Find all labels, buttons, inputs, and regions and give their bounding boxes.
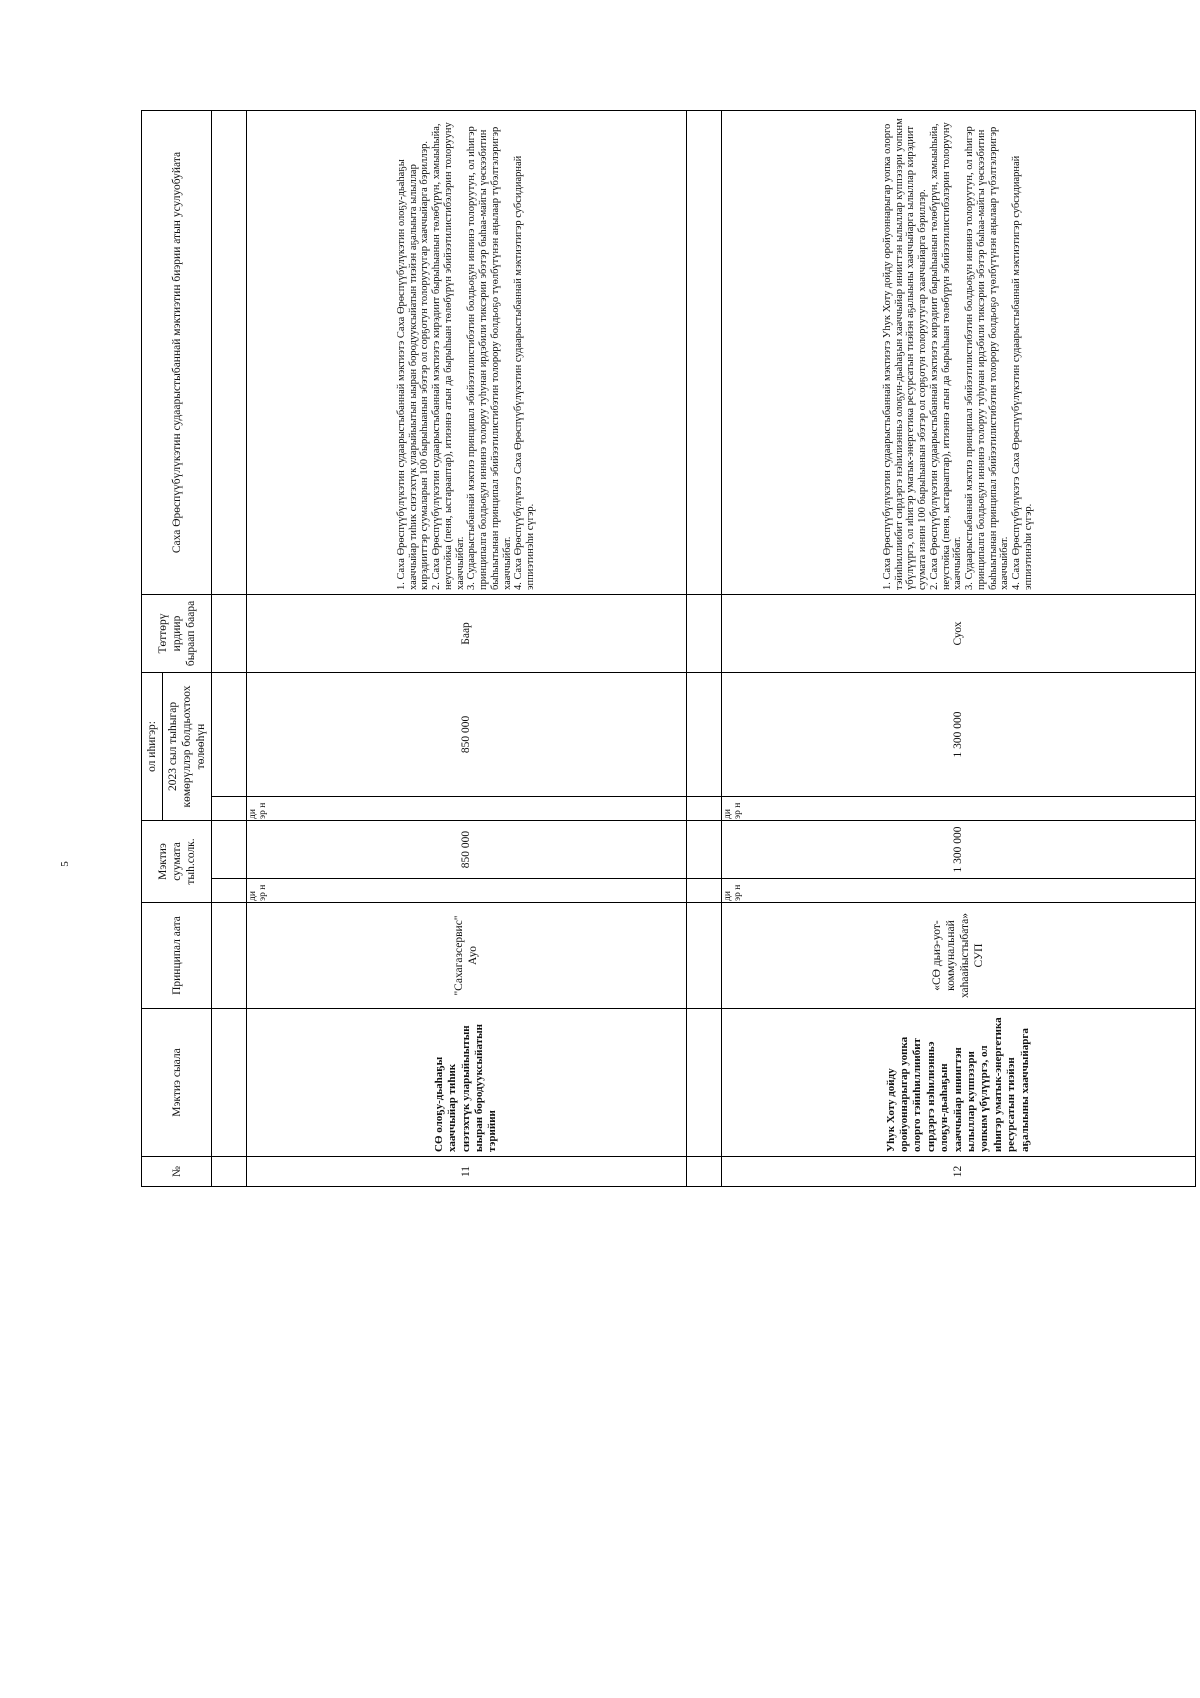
cost-unit-cell: ди эр н (247, 879, 687, 903)
rights-point: 3. Судаарыстыбаннай мэктиэ принципал эбийээтилистибэтин болдьоҕун иннинэ толоруутун, ол иһигэр принципалга болдьоҕун иннинэ толоруу туһунан ирдэбили тиксэрии эбэтэр быһаа-майгы үөскээбитин быһыытынан принципал эбийээтилистибэтин толорору болдьоҕо түөлбүтүнэн аңылаар түбэлтэлэригэр хааччыйбат. (964, 126, 1011, 590)
rights-cell (247, 110, 687, 594)
document-table-wrap (141, 111, 1196, 1187)
program-cell: СӨ олоҕу-дьаһаҕы хааччыйар тиһик сиэтэхтүк уларыйыытын ыыран бородууксыйатын тэрийии (247, 1009, 687, 1157)
rights-point: 2. Саха Өрөспүүбүлүкэтин судаарыстыбаннай мэктиэтэ кирэдиит бырыһыанын төлөбүрүн, хамыыһыйа, неустойка (пеня, ыстарааптар), итиэннэ атын да бырыһыан төлөбүрүн эбийээтилистибэлэрин толорууну хааччыйбат. (431, 122, 466, 590)
unit-2023-cell: ди эр н (721, 796, 1195, 820)
table-row (721, 110, 1195, 1186)
guarantees-table (141, 110, 1196, 1187)
rights-point: 1. Саха Өрөспүүбүлүкэтин судаарыстыбаннай мэктиэтэ Уһук Хоту дойду оройуоннарыгар уопка олорго тэйиһиллиибит сирдэргэ нэһилиэнньэ олоҕун-дьаһаҕын хааччыйар иниигтэн ылыллар куппэзэри уопкнм үбүлүүргэ, ол иһигэр уматык-энергетика ресурсатын тиэйэн аҕалыыны хааччыйарга ылыллар кирэдиит суумата изнин 100 бырыһыанын эбэтэр ол сорҕотун толоруутугар хааччыйарга бэриллэр. (881, 118, 929, 590)
program-cell: Уһук Хоту дойду оройуоннарыгар уопка олорго тэйиһиллиибит сирдэргэ нэһилиэнньэ олоҕун-дьаһаҕын хааччыйар иниигтэн ылыллар куппэзэри уопкнм үбүлүүргэ, ол иһигэр уматык-энергетика ресурсатын тиэйэн аҕалыыны хааччыйарга (721, 1009, 1195, 1157)
row-num: 12 (721, 1157, 1195, 1187)
unit-2023-cell: ди эр н (247, 796, 687, 820)
header-cost: Мэктиэ суумата тыһ.солк. (142, 820, 212, 902)
rights-point: 4. Саха Өрөспүүбүлүкэтэ Саха Өрөспүүбүлүкэтин судаарыстыбаннай мэктиэтигэр субсидиарнай эппиэтинэһи сүгэр. (513, 155, 537, 590)
table-spacer-row (686, 110, 721, 1186)
rights-cell (721, 110, 1195, 594)
header-sub-group: ол иһигэр: (142, 672, 163, 820)
header-principal: Принципал аата (142, 903, 212, 1009)
row-num: 11 (247, 1157, 687, 1187)
principal-cell: «СӨ дьиэ-уот-коммунальнай хаһаайыстыбата» СУП (721, 903, 1195, 1009)
rights-point: 1. Саха Өрөспүүбүлүкэтин судаарыстыбаннай мэктиэтэ Саха Өрөспүүбүлүкэтин олоҕу-дьаһаҕы хааччыйар тиһик сиэтэхтүк уларыйыытын ыыран бородууксыйатын тиэйэн аҕалыыта ылыллар кирэдииттэр суумаларын 100 бырыһыанын эбэтэр ол сорҕотун толоруутугар хааччыйарга бэриллэр. (395, 141, 431, 590)
header-program: Мэктиэ сыала (142, 1009, 212, 1157)
rights-point: 3. Судаарыстыбаннай мэктиэ принципал эбийээтилистибэтин болдьоҕун иннинэ толоруутун, ол иһигэр принципалга болдьоҕун иннинэ толоруу туһунан ирдэбили тиксэрии эбэтэр быһаа-майгы үөскээбитин быһыытынан принципал эбийээтилистибэтин толорору болдьоҕо түөлбүтүнэн аңылаар түбэлтэлэригэр хааччыйбат. (466, 126, 513, 590)
sum-2023-cell: 1 300 000 (721, 672, 1195, 796)
header-sub-2023: 2023 сыл тыһыгар көмөрүллэр болдьохтоох төлөөһүн (163, 672, 212, 820)
cost-cell: 850 000 (247, 820, 687, 878)
header-num: № (142, 1157, 212, 1187)
cost-cell: 1 300 000 (721, 820, 1195, 878)
table-row (247, 110, 687, 1186)
term-flag-cell: Баар (247, 594, 687, 672)
table-header-row (142, 110, 163, 1186)
rights-point: 4. Саха Өрөспүүбүлүкэтэ Саха Өрөспүүбүлүкэтин судаарыстыбаннай мэктиэтигэр субсидиарнай эппиэтинэһи сүгэр. (1011, 155, 1034, 590)
header-rights: Саха Өрөспүүбүлүкэтин судаарыстыбаннай мэктиэтин биэрии атын усулуобуйата (142, 110, 212, 594)
page-number: 5 (58, 861, 71, 867)
rights-point: 2. Саха Өрөспүүбүлүкэтин судаарыстыбаннай мэктиэтэ кирэдиит бырыһыанын төлөбүрүн, хамыыһыйа, неустойка (пеня, ыстарааптар), итиэннэ атын да бырыһыан төлөбүрүн эбийээтилистибэлэрин толорууну хааччыйбат. (928, 122, 964, 590)
term-flag-cell: Суох (721, 594, 1195, 672)
principal-cell: "Сахагазсервис" Ауо (247, 903, 687, 1009)
cost-unit-cell: ди эр н (721, 879, 1195, 903)
table-spacer-row (212, 110, 247, 1186)
sum-2023-cell: 850 000 (247, 672, 687, 796)
header-term-flag: Төттөрү ирдиир быраап баара (142, 594, 212, 672)
